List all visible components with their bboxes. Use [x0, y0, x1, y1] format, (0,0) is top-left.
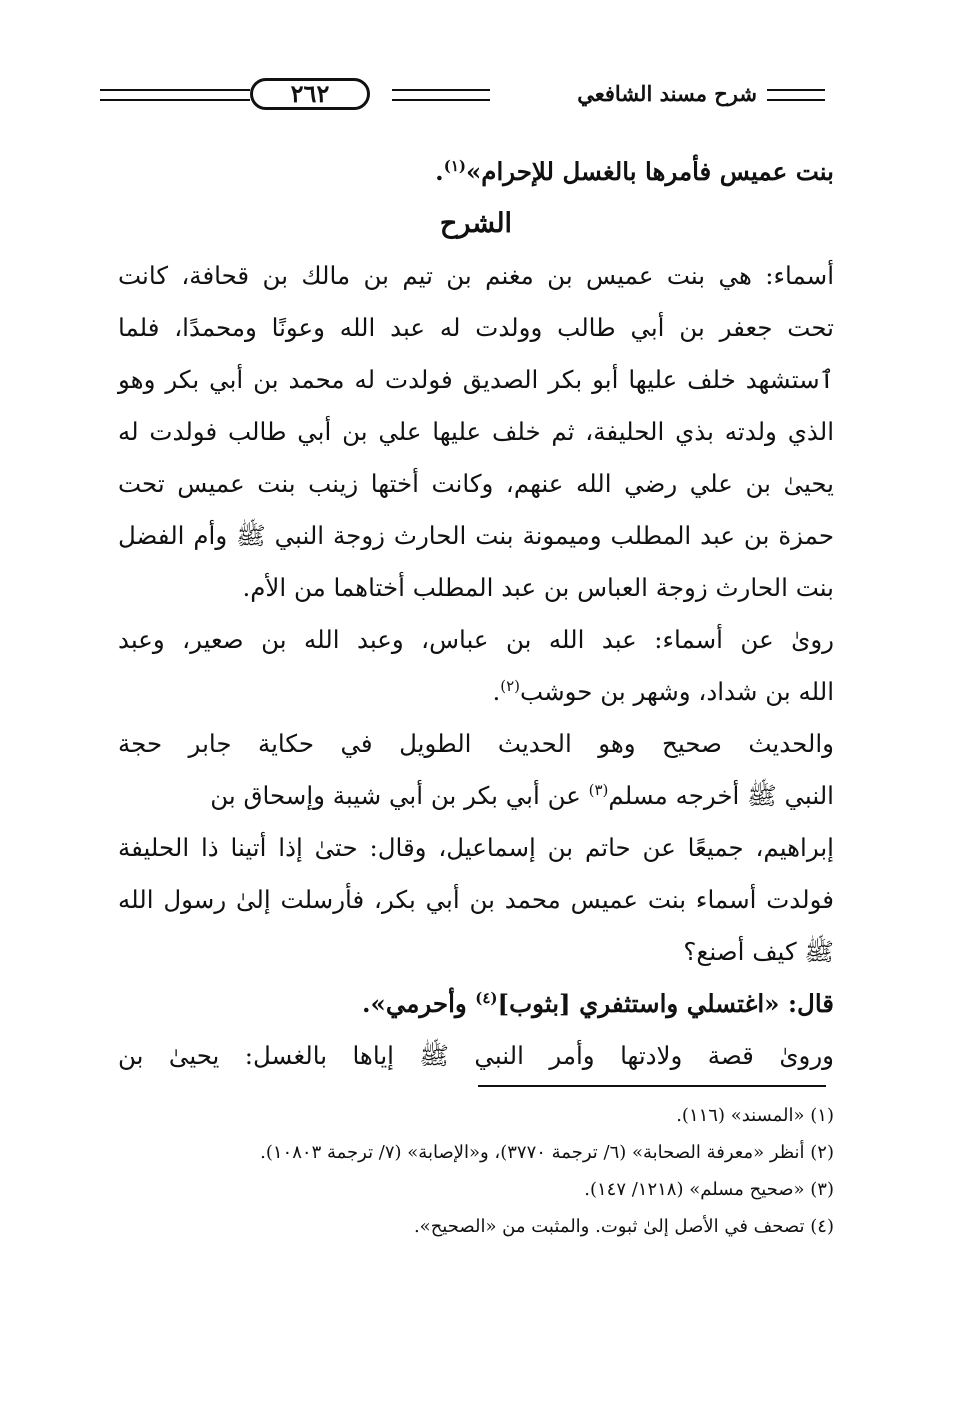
- footnote-ref-4: (٤): [475, 988, 498, 1007]
- text-segment: عن أبي بكر بن أبي شيبة وإسحاق بن: [210, 781, 589, 810]
- header-rule-middle: [392, 89, 490, 101]
- footnote-2: (٢) أنظر «معرفة الصحابة» (٦/ ترجمة ٣٧٧٠)، و«الإصابة» (٧/ ترجمة ١٠٨٠٣).: [260, 1142, 834, 1163]
- footnote-4: (٤) تصحف في الأصل إلىٰ ثبوت. والمثبت من «الصحيح».: [413, 1216, 834, 1237]
- footnote-ref-3: (٣): [588, 780, 609, 799]
- book-title: شرح مسند الشافعي: [577, 81, 757, 106]
- footnote-separator: [478, 1085, 826, 1087]
- text-line: فولدت أسماء بنت عميس محمد بن أبي بكر، فأرسلت إلىٰ رسول الله: [118, 885, 834, 914]
- main-text: [118, 146, 834, 1082]
- text-line: ﷺ كيف أصنع؟: [683, 937, 834, 966]
- text-line: [118, 146, 834, 198]
- header-rule-left: [100, 89, 250, 101]
- footnote-3: (٣) «صحيح مسلم» (١٢١٨/ ١٤٧).: [584, 1179, 834, 1200]
- text-line: رویٰ عن أسماء: عبد الله بن عباس، وعبد الله بن صعير، وعبد: [118, 625, 834, 654]
- text-line: [118, 978, 834, 1030]
- hadith-quote: وأحرمي».: [362, 989, 476, 1018]
- punctuation: .: [435, 157, 444, 186]
- text-line: ٱستشهد خلف عليها أبو بكر الصديق فولدت له محمد بن أبي بكر وهو: [118, 365, 834, 394]
- text-line: بنت الحارث زوجة العباس بن عبد المطلب أختاهما من الأم.: [242, 573, 834, 602]
- text-line: ورویٰ قصة ولادتها وأمر النبي ﷺ إياها بالغسل: يحيىٰ بن: [118, 1041, 834, 1070]
- text-line: [118, 666, 834, 718]
- page-header: [100, 74, 825, 116]
- text-line: يحيىٰ بن علي رضي الله عنهم، وكانت أختها زينب بنت عميس تحت: [118, 469, 834, 498]
- text-line: والحديث صحيح وهو الحديث الطويل في حكاية جابر حجة: [118, 729, 834, 758]
- footnote-ref-1: (١): [443, 156, 466, 175]
- page-number: ٢٦٢: [250, 78, 370, 110]
- hadith-ending: بنت عميس فأمرها بالغسل للإحرام»: [465, 157, 834, 186]
- text-line: أسماء: هي بنت عميس بن مغنم بن تيم بن مالك بن قحافة، كانت: [118, 261, 834, 290]
- text-line: [118, 770, 834, 822]
- header-rule-right: [767, 89, 825, 101]
- hadith-quote: قال: «اغتسلي واستثفري [بثوب]: [497, 989, 834, 1018]
- footnotes: [118, 1097, 834, 1245]
- text-line: حمزة بن عبد المطلب وميمونة بنت الحارث زوجة النبي ﷺ وأم الفضل: [118, 521, 834, 550]
- footnote-ref-2: (٢): [500, 676, 521, 695]
- text-line: إبراهيم، جميعًا عن حاتم بن إسماعيل، وقال: حتىٰ إذا أتينا ذا الحليفة: [118, 833, 834, 862]
- text-line: تحت جعفر بن أبي طالب وولدت له عبد الله وعونًا ومحمدًا، فلما: [118, 313, 834, 342]
- section-heading: الشرح: [439, 208, 513, 239]
- footnote-1: (١) «المسند» (١١٦).: [676, 1105, 834, 1126]
- text-segment: النبي ﷺ أخرجه مسلم: [608, 781, 834, 810]
- narrators-text: الله بن شداد، وشهر بن حوشب: [520, 677, 834, 706]
- text-line: الذي ولدته بذي الحليفة، ثم خلف عليها علي بن أبي طالب فولدت له: [118, 417, 834, 446]
- punctuation: .: [492, 677, 501, 706]
